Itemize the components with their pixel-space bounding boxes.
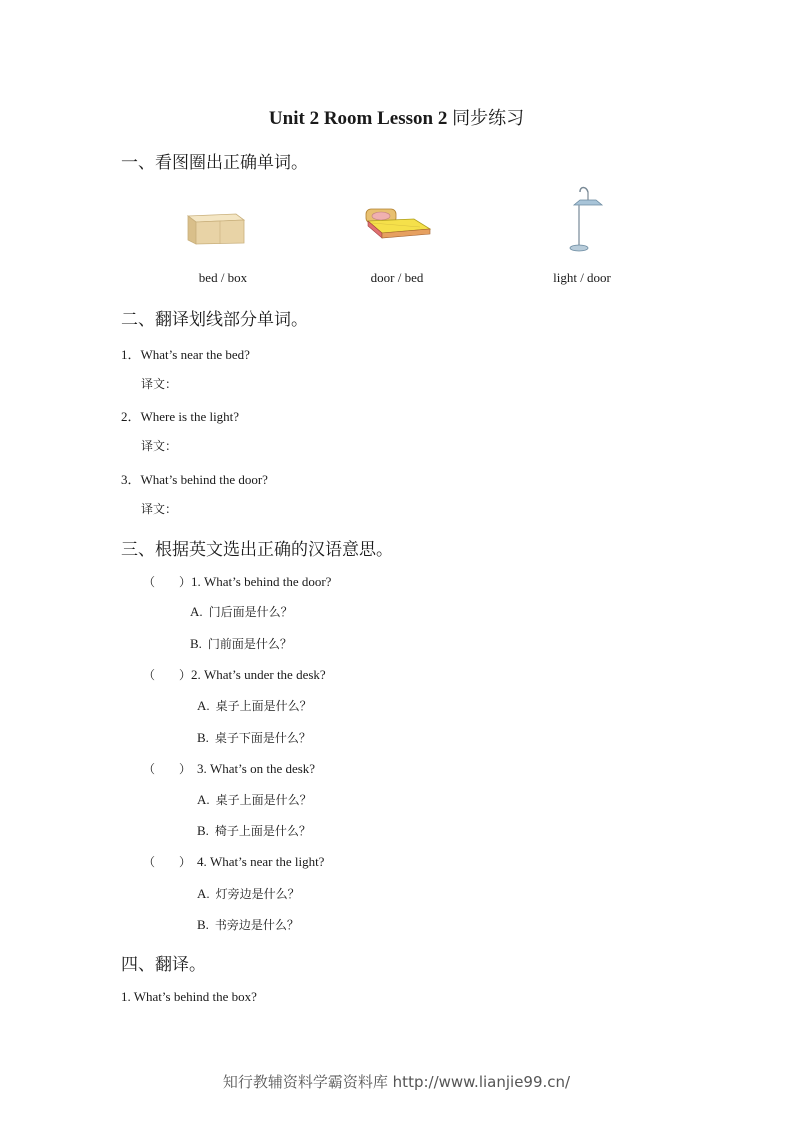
answer-bracket[interactable]: （ ）: [143, 855, 192, 869]
option-letter: B.: [190, 636, 202, 651]
question-text: What’s behind the door?: [140, 472, 268, 487]
option-letter: B.: [197, 730, 209, 745]
question-number: 2．: [121, 409, 141, 424]
choice-question-2: [143, 666, 326, 683]
question-number: 3．: [121, 472, 141, 487]
section1-heading: 一、看图圈出正确单词。: [121, 153, 308, 173]
option-b: [197, 916, 299, 933]
question-text: What’s near the bed?: [140, 347, 250, 362]
answer-label-1: 译文：: [141, 377, 178, 391]
option-text: 书旁边是什么？: [214, 918, 299, 932]
option-letter: A.: [197, 886, 210, 901]
page-title: [0, 104, 793, 130]
option-text: 桌子上面是什么？: [215, 699, 312, 713]
answer-bracket[interactable]: （ ）: [143, 575, 192, 589]
caption-light: light / door: [553, 270, 611, 285]
question-text: 3. What’s on the desk?: [197, 761, 316, 776]
box-picture: [186, 210, 246, 246]
option-letter: A.: [197, 792, 210, 807]
option-b: [197, 822, 311, 839]
option-b: [197, 729, 311, 746]
question-text: 4. What’s near the light?: [197, 854, 325, 869]
title-english: Unit 2 Room Lesson 2: [268, 108, 448, 129]
section2-question-1: [121, 344, 250, 363]
light-picture: [566, 186, 606, 254]
answer-bracket[interactable]: （ ）: [143, 762, 192, 776]
option-a: [197, 885, 300, 902]
answer-label-2: 译文：: [141, 439, 178, 453]
section4-question-1: 1. What’s behind the box?: [121, 989, 257, 1004]
section4-heading: 四、翻译。: [121, 955, 206, 975]
option-text: 门后面是什么？: [208, 605, 293, 619]
caption-bed: door / bed: [370, 270, 424, 285]
footer-watermark: 知行教辅资料学霸资料库 http://www.lianjie99.cn/: [222, 1073, 571, 1091]
option-text: 椅子上面是什么？: [214, 824, 311, 838]
question-number: 1．: [121, 347, 141, 362]
answer-label-3: 译文：: [141, 502, 178, 516]
option-a: [190, 603, 293, 620]
section2-heading: 二、翻译划线部分单词。: [121, 310, 308, 330]
section3-heading: 三、根据英文选出正确的汉语意思。: [121, 540, 393, 560]
option-letter: B.: [197, 823, 209, 838]
answer-bracket[interactable]: （ ）: [143, 668, 192, 682]
question-text: Where is the light?: [140, 409, 240, 424]
caption-box: bed / box: [198, 270, 248, 285]
option-letter: A.: [197, 698, 210, 713]
option-a: [197, 697, 312, 714]
bed-picture: [364, 205, 432, 243]
option-letter: A.: [190, 604, 203, 619]
question-text: 2. What’s under the desk?: [191, 667, 326, 682]
choice-question-1: [143, 573, 331, 590]
option-text: 桌子上面是什么？: [215, 793, 312, 807]
option-text: 门前面是什么？: [207, 637, 292, 651]
choice-question-3: [143, 760, 315, 777]
question-text: 1. What’s behind the door?: [191, 574, 332, 589]
option-b: [190, 635, 292, 652]
option-letter: B.: [197, 917, 209, 932]
choice-question-4: [143, 853, 324, 870]
option-text: 桌子下面是什么？: [214, 731, 311, 745]
section2-question-3: [121, 469, 268, 488]
option-text: 灯旁边是什么？: [215, 887, 300, 901]
section2-question-2: [121, 406, 239, 425]
title-chinese: 同步练习: [452, 108, 525, 129]
option-a: [197, 791, 312, 808]
